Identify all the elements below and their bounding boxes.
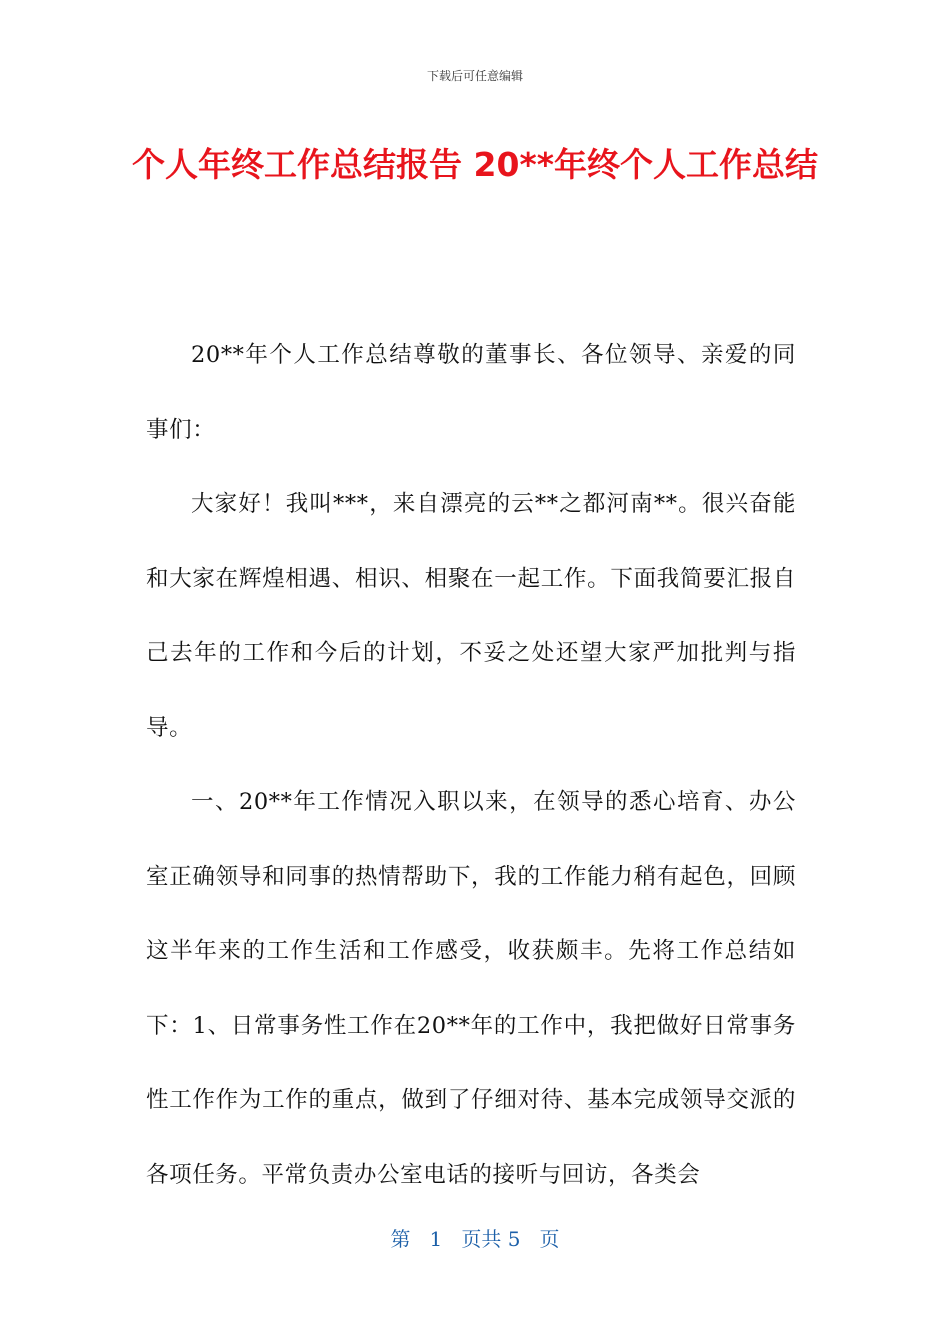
footer-total-pages: 5 xyxy=(507,1227,521,1251)
page-footer xyxy=(0,1226,950,1252)
paragraph-introduction: 大家好！我叫***，来自漂亮的云**之都河南**。很兴奋能和大家在辉煌相遇、相识、相聚在一起工作。下面我简要汇报自己去年的工作和今后的计划，不妥之处还望大家严加批判与指导。 xyxy=(146,491,796,741)
footer-label-of: 页共 xyxy=(461,1227,502,1251)
footer-current-page: 1 xyxy=(429,1227,443,1251)
paragraph-greeting: 20**年个人工作总结尊敬的董事长、各位领导、亲爱的同事们： xyxy=(146,342,796,443)
footer-label-page: 第 xyxy=(390,1227,411,1251)
header-note: 下载后可任意编辑 xyxy=(426,69,523,83)
document-body xyxy=(146,318,796,1212)
paragraph-work-summary: 一、20**年工作情况入职以来，在领导的悉心培育、办公室正确领导和同事的热情帮助下，我的工作能力稍有起色，回顾这半年来的工作生活和工作感受，收获颇丰。先将工作总结如下：1、日常事务性工作在20**年的工作中，我把做好日常事务性工作作为工作的重点，做到了仔细对待、基本完成领导交派的各项任务。平常负责办公室电话的接听与回访，各类会 xyxy=(146,789,796,1188)
document-title: 个人年终工作总结报告 20**年终个人工作总结 xyxy=(132,145,818,184)
footer-label-end: 页 xyxy=(539,1227,560,1251)
